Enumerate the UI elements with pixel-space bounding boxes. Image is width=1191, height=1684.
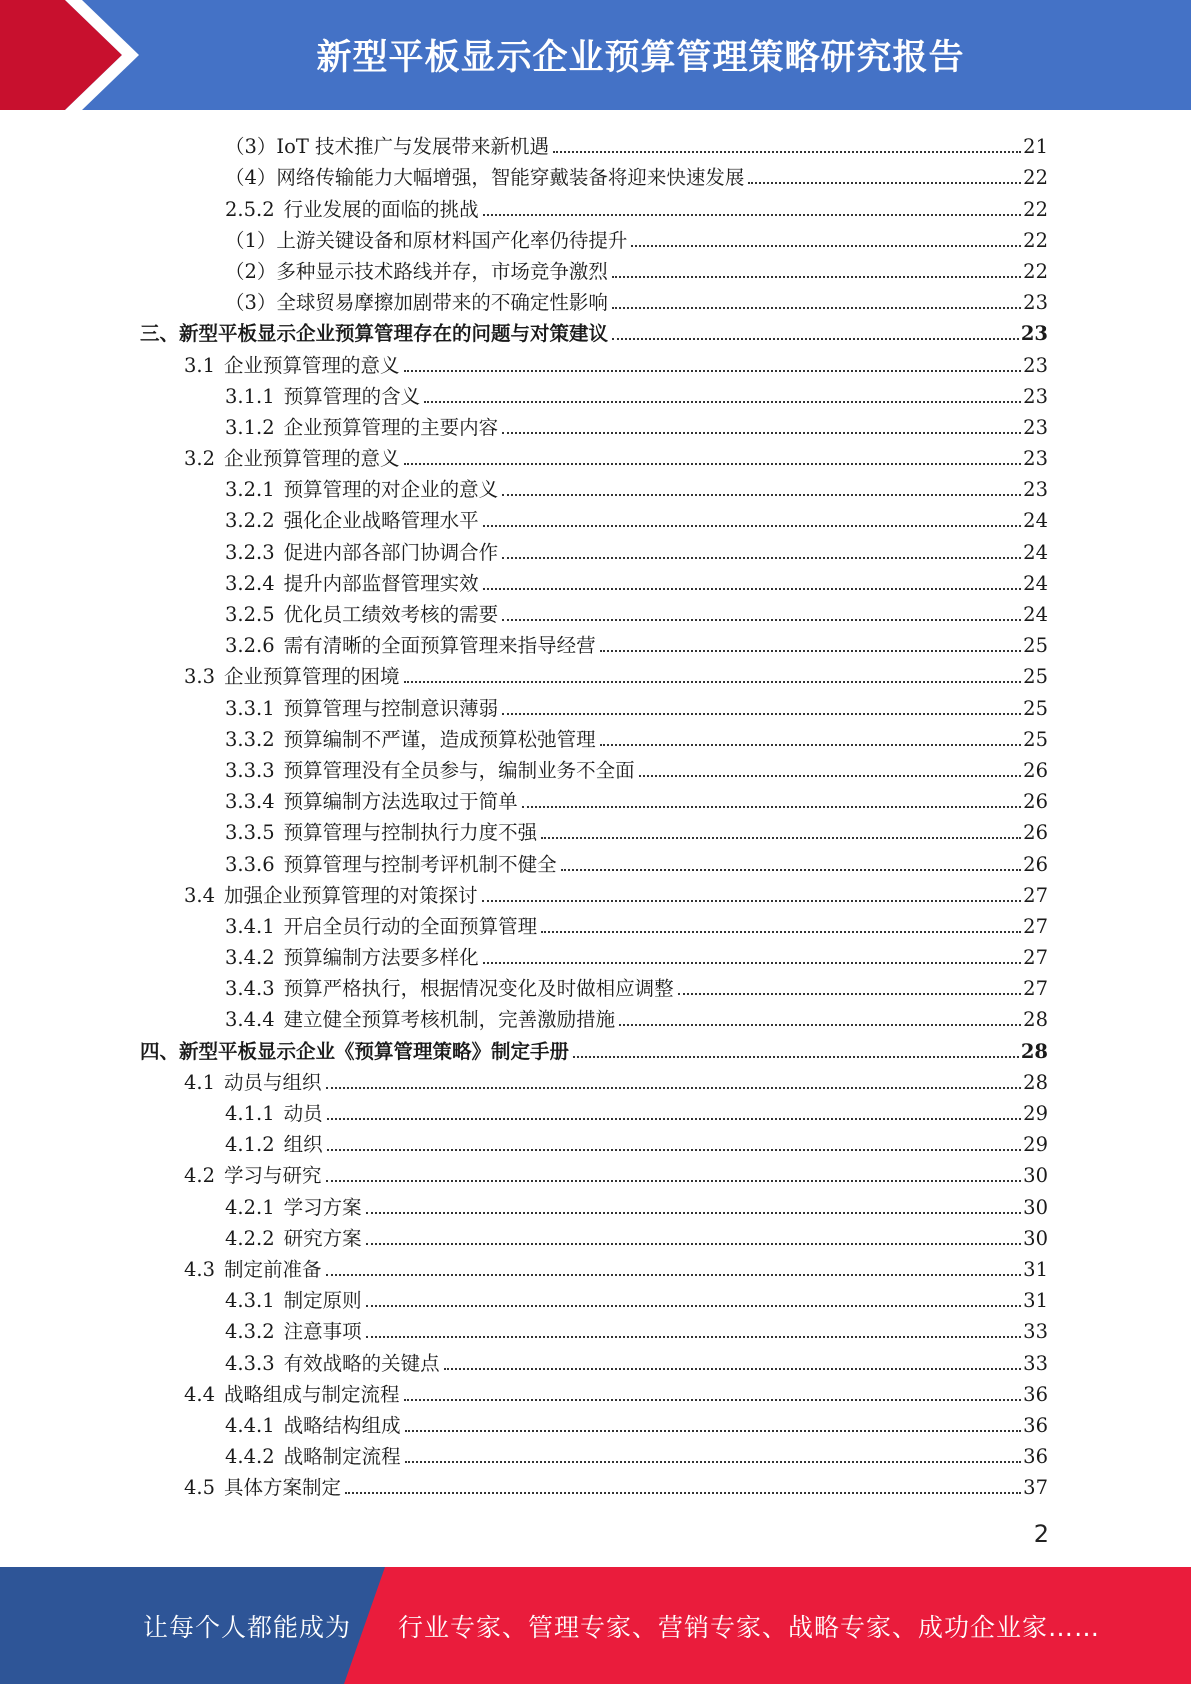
- toc-entry-number: 3.3.2: [225, 727, 275, 751]
- toc-entry-title: 研究方案: [283, 1226, 362, 1250]
- toc-entry-number: 3.4.3: [225, 977, 275, 1001]
- page-header: [0, 0, 1191, 110]
- toc-entry-page: 27: [1023, 977, 1048, 1001]
- toc-entry-number: 4.4.1: [225, 1413, 275, 1437]
- footer-slogan-right: 行业专家、管理专家、营销专家、战略专家、成功企业家……: [398, 1612, 1101, 1642]
- toc-entry[interactable]: [140, 128, 1048, 159]
- toc-entry-number: 3.2.5: [225, 603, 275, 626]
- toc-entry[interactable]: [140, 658, 1048, 689]
- toc-entry-title: 预算管理与控制考评机制不健全: [283, 852, 557, 876]
- toc-entry[interactable]: [140, 471, 1048, 502]
- toc-entry[interactable]: [140, 1188, 1048, 1219]
- toc-entry-title: 提升内部监督管理实效: [283, 571, 479, 595]
- toc-entry-number: 2.5.2: [225, 197, 275, 221]
- toc-entry-title: 预算管理没有全员参与，编制业务不全面: [283, 758, 635, 782]
- footer-slogan-left: 让每个人都能成为: [143, 1612, 352, 1642]
- toc-dot-leader: [404, 1399, 1022, 1401]
- toc-entry[interactable]: [140, 1407, 1048, 1438]
- toc-entry-page: 33: [1023, 1320, 1048, 1344]
- toc-entry-number: 3.1.2: [225, 415, 275, 439]
- toc-entry-title: （2）多种显示技术路线并存，市场竞争激烈: [225, 259, 608, 283]
- toc-entry-title: 预算编制方法选取过于简单: [283, 790, 518, 814]
- toc-entry[interactable]: [140, 1251, 1048, 1282]
- toc-entry-number: 4.3.2: [225, 1320, 275, 1344]
- toc-entry-title: 预算管理的对企业的意义: [283, 478, 499, 502]
- toc-dot-leader: [404, 370, 1022, 372]
- toc-dot-leader: [345, 1492, 1021, 1494]
- toc-entry[interactable]: [140, 877, 1048, 908]
- toc-entry-page: 24: [1023, 571, 1048, 595]
- toc-entry-title: 预算管理与控制意识薄弱: [283, 696, 499, 720]
- toc-entry-title: 四、新型平板显示企业《预算管理策略》制定手册: [140, 1039, 570, 1063]
- report-title: 新型平板显示企业预算管理策略研究报告: [316, 38, 965, 78]
- toc-dot-leader: [366, 1305, 1022, 1307]
- table-of-contents: [140, 128, 1048, 1500]
- toc-dot-leader: [612, 307, 1021, 309]
- toc-dot-leader: [631, 245, 1021, 247]
- toc-entry-title: 战略制定流程: [283, 1445, 401, 1469]
- toc-entry-title: 三、新型平板显示企业预算管理存在的问题与对策建议: [140, 322, 609, 346]
- toc-dot-leader: [327, 1118, 1022, 1120]
- toc-entry[interactable]: [140, 721, 1048, 752]
- toc-entry-number: 3.3.3: [225, 758, 275, 782]
- toc-entry[interactable]: [140, 284, 1048, 315]
- toc-entry-number: 4.2.1: [225, 1195, 275, 1219]
- toc-entry[interactable]: [140, 1344, 1048, 1375]
- toc-dot-leader: [612, 276, 1021, 278]
- toc-entry-number: 3.3.1: [225, 696, 275, 720]
- toc-entry[interactable]: [140, 1313, 1048, 1344]
- toc-entry-title: 预算管理与控制执行力度不强: [283, 821, 538, 845]
- toc-entry-page: 29: [1023, 1133, 1048, 1157]
- toc-entry[interactable]: [140, 1064, 1048, 1095]
- toc-entry-page: 25: [1023, 727, 1048, 751]
- toc-entry-page: 23: [1023, 353, 1048, 377]
- toc-entry-page: 23: [1023, 291, 1048, 315]
- toc-entry-page: 27: [1023, 946, 1048, 970]
- header-arrow-decoration: [0, 0, 160, 110]
- toc-entry-page: 27: [1023, 883, 1048, 907]
- toc-entry-number: 3.1: [184, 353, 216, 377]
- toc-entry-number: 4.3.3: [225, 1351, 275, 1375]
- toc-entry-title: （1）上游关键设备和原材料国产化率仍待提升: [225, 228, 628, 252]
- toc-dot-leader: [405, 1461, 1022, 1463]
- toc-entry-title: 预算严格执行，根据情况变化及时做相应调整: [283, 977, 674, 1001]
- toc-dot-leader: [619, 1024, 1021, 1026]
- toc-entry-page: 27: [1023, 914, 1048, 938]
- toc-entry-title: 企业预算管理的主要内容: [283, 415, 499, 439]
- page-number: 2: [1033, 1520, 1049, 1548]
- toc-dot-leader: [483, 214, 1022, 216]
- toc-entry-page: 28: [1023, 1070, 1048, 1094]
- toc-entry[interactable]: [140, 159, 1048, 190]
- toc-entry-title: 动员与组织: [224, 1070, 322, 1094]
- toc-entry-page: 22: [1023, 228, 1048, 252]
- toc-entry-page: 36: [1023, 1413, 1048, 1437]
- toc-entry-number: 4.1.1: [225, 1102, 275, 1125]
- toc-entry[interactable]: [140, 190, 1048, 221]
- toc-dot-leader: [366, 1336, 1022, 1338]
- toc-entry-number: 4.1.2: [225, 1133, 275, 1157]
- toc-entry-page: 22: [1023, 197, 1048, 221]
- toc-entry[interactable]: [140, 752, 1048, 783]
- toc-dot-leader: [444, 1368, 1022, 1370]
- toc-dot-leader: [502, 713, 1021, 715]
- toc-dot-leader: [483, 525, 1022, 527]
- toc-entry-number: 4.4: [184, 1382, 216, 1406]
- toc-entry[interactable]: [140, 346, 1048, 377]
- toc-dot-leader: [502, 432, 1021, 434]
- toc-entry[interactable]: [140, 533, 1048, 564]
- toc-entry-page: 28: [1023, 1008, 1048, 1032]
- toc-entry-title: 战略结构组成: [283, 1413, 401, 1437]
- toc-entry[interactable]: [140, 689, 1048, 720]
- toc-entry[interactable]: [140, 502, 1048, 533]
- toc-entry-page: 28: [1020, 1039, 1048, 1063]
- toc-entry-page: 31: [1023, 1257, 1048, 1281]
- toc-entry[interactable]: [140, 222, 1048, 253]
- toc-entry-title: 企业预算管理的困境: [224, 665, 400, 689]
- toc-entry-number: 3.3.4: [225, 790, 275, 814]
- toc-entry-page: 26: [1023, 821, 1048, 845]
- toc-entry-title: 战略组成与制定流程: [224, 1382, 400, 1406]
- toc-entry[interactable]: [140, 1438, 1048, 1469]
- toc-entry-page: 26: [1023, 758, 1048, 782]
- toc-dot-leader: [483, 588, 1022, 590]
- toc-entry-title: 需有清晰的全面预算管理来指导经营: [283, 634, 596, 658]
- toc-entry[interactable]: [140, 1282, 1048, 1313]
- toc-entry-title: 学习方案: [283, 1195, 362, 1219]
- toc-entry-page: 24: [1023, 540, 1048, 564]
- toc-entry-title: 制定前准备: [224, 1257, 322, 1281]
- toc-entry[interactable]: [140, 627, 1048, 658]
- toc-dot-leader: [366, 1243, 1022, 1245]
- toc-entry-title: 行业发展的面临的挑战: [283, 197, 479, 221]
- toc-entry-title: 具体方案制定: [224, 1476, 342, 1500]
- toc-entry[interactable]: [140, 1220, 1048, 1251]
- toc-entry-title: 优化员工绩效考核的需要: [283, 603, 499, 626]
- toc-entry-number: 3.4.4: [225, 1008, 275, 1032]
- toc-dot-leader: [639, 775, 1022, 777]
- toc-entry[interactable]: [140, 596, 1048, 627]
- toc-dot-leader: [748, 182, 1021, 184]
- toc-entry-number: 4.1: [184, 1070, 216, 1094]
- page-footer: [0, 1567, 1191, 1684]
- toc-entry-title: 企业预算管理的意义: [224, 353, 400, 377]
- toc-entry-number: 3.4.2: [225, 946, 275, 970]
- toc-entry[interactable]: [140, 814, 1048, 845]
- toc-entry[interactable]: [140, 1032, 1048, 1063]
- toc-entry-page: 26: [1023, 852, 1048, 876]
- toc-entry-title: （3）全球贸易摩擦加剧带来的不确定性影响: [225, 291, 608, 315]
- toc-entry-title: 促进内部各部门协调合作: [283, 540, 499, 564]
- toc-entry-title: 学习与研究: [224, 1164, 322, 1188]
- toc-dot-leader: [326, 1180, 1022, 1182]
- toc-entry-title: （3）IoT 技术推广与发展带来新机遇: [225, 135, 550, 159]
- toc-entry-page: 22: [1023, 166, 1048, 190]
- toc-entry[interactable]: [140, 1376, 1048, 1407]
- toc-entry-number: 3.4: [184, 883, 216, 907]
- toc-entry-page: 30: [1023, 1195, 1048, 1219]
- toc-dot-leader: [612, 338, 1019, 340]
- toc-entry-page: 23: [1020, 322, 1048, 346]
- toc-entry[interactable]: [140, 1126, 1048, 1157]
- toc-entry[interactable]: [140, 845, 1048, 876]
- toc-entry-page: 31: [1023, 1289, 1048, 1313]
- toc-dot-leader: [404, 681, 1022, 683]
- toc-entry-number: 4.3.1: [225, 1289, 275, 1313]
- toc-entry[interactable]: [140, 939, 1048, 970]
- toc-entry-page: 23: [1023, 415, 1048, 439]
- toc-entry-number: 4.2.2: [225, 1226, 275, 1250]
- toc-entry[interactable]: [140, 1095, 1048, 1126]
- toc-entry[interactable]: [140, 1001, 1048, 1032]
- toc-entry-title: 加强企业预算管理的对策探讨: [224, 883, 478, 907]
- toc-dot-leader: [424, 401, 1021, 403]
- toc-entry[interactable]: [140, 253, 1048, 284]
- toc-dot-leader: [541, 837, 1021, 839]
- toc-entry-page: 36: [1023, 1445, 1048, 1469]
- toc-entry-number: 3.3: [184, 665, 216, 689]
- toc-entry[interactable]: [140, 970, 1048, 1001]
- toc-entry-number: 3.1.1: [225, 384, 275, 408]
- toc-entry-number: 3.3.6: [225, 852, 275, 876]
- toc-dot-leader: [678, 993, 1022, 995]
- toc-dot-leader: [573, 1056, 1019, 1058]
- toc-entry-page: 30: [1023, 1226, 1048, 1250]
- toc-dot-leader: [600, 650, 1022, 652]
- toc-entry[interactable]: [140, 1157, 1048, 1188]
- toc-entry-number: 3.2.1: [225, 478, 275, 502]
- toc-entry-number: 4.2: [184, 1164, 216, 1188]
- toc-entry[interactable]: [140, 783, 1048, 814]
- toc-entry[interactable]: [140, 908, 1048, 939]
- toc-entry-page: 25: [1023, 696, 1048, 720]
- toc-entry-page: 29: [1023, 1102, 1048, 1125]
- toc-entry-title: 动员: [283, 1102, 323, 1125]
- toc-dot-leader: [326, 1274, 1022, 1276]
- toc-dot-leader: [541, 931, 1021, 933]
- toc-dot-leader: [327, 1149, 1022, 1151]
- toc-dot-leader: [561, 869, 1022, 871]
- toc-entry-title: 有效战略的关键点: [283, 1351, 440, 1375]
- toc-entry[interactable]: [140, 440, 1048, 471]
- toc-dot-leader: [502, 557, 1021, 559]
- toc-entry-title: 企业预算管理的意义: [224, 447, 400, 471]
- toc-entry-title: 强化企业战略管理水平: [283, 509, 479, 533]
- toc-entry-number: 3.4.1: [225, 914, 275, 938]
- toc-dot-leader: [482, 900, 1022, 902]
- toc-entry-number: 4.5: [184, 1476, 216, 1500]
- toc-entry-page: 25: [1023, 634, 1048, 658]
- toc-entry-number: 3.2.4: [225, 571, 275, 595]
- toc-entry-page: 22: [1023, 259, 1048, 283]
- toc-entry-title: 建立健全预算考核机制，完善激励措施: [283, 1008, 616, 1032]
- toc-entry-title: （4）网络传输能力大幅增强，智能穿戴装备将迎来快速发展: [225, 166, 745, 190]
- toc-entry-page: 30: [1023, 1164, 1048, 1188]
- toc-entry-title: 开启全员行动的全面预算管理: [283, 914, 538, 938]
- toc-entry-number: 4.3: [184, 1257, 216, 1281]
- toc-entry-number: 4.4.2: [225, 1445, 275, 1469]
- toc-dot-leader: [600, 744, 1022, 746]
- toc-entry-number: 3.3.5: [225, 821, 275, 845]
- toc-entry-page: 25: [1023, 665, 1048, 689]
- toc-dot-leader: [553, 151, 1021, 153]
- toc-dot-leader: [404, 463, 1022, 465]
- toc-entry[interactable]: [140, 565, 1048, 596]
- toc-entry-title: 组织: [283, 1133, 323, 1157]
- toc-entry-page: 24: [1023, 603, 1048, 626]
- toc-dot-leader: [522, 806, 1022, 808]
- toc-dot-leader: [326, 1087, 1022, 1089]
- toc-entry-page: 37: [1023, 1476, 1048, 1500]
- toc-entry-page: 21: [1023, 135, 1048, 159]
- toc-entry-title: 注意事项: [283, 1320, 362, 1344]
- toc-entry[interactable]: [140, 315, 1048, 346]
- toc-entry[interactable]: [140, 378, 1048, 409]
- toc-entry[interactable]: [140, 1469, 1048, 1500]
- toc-dot-leader: [502, 494, 1021, 496]
- toc-dot-leader: [483, 962, 1022, 964]
- toc-entry-number: 3.2: [184, 447, 216, 471]
- toc-entry-page: 26: [1023, 790, 1048, 814]
- toc-entry-title: 制定原则: [283, 1289, 362, 1313]
- toc-entry-number: 3.2.6: [225, 634, 275, 658]
- toc-entry-number: 3.2.2: [225, 509, 275, 533]
- toc-entry-number: 3.2.3: [225, 540, 275, 564]
- toc-entry-page: 33: [1023, 1351, 1048, 1375]
- toc-entry-page: 23: [1023, 447, 1048, 471]
- toc-entry-page: 36: [1023, 1382, 1048, 1406]
- toc-entry[interactable]: [140, 409, 1048, 440]
- toc-dot-leader: [366, 1212, 1022, 1214]
- toc-entry-title: 预算编制不严谨，造成预算松弛管理: [283, 727, 596, 751]
- toc-dot-leader: [502, 619, 1021, 621]
- toc-entry-page: 23: [1023, 384, 1048, 408]
- toc-entry-title: 预算编制方法要多样化: [283, 946, 479, 970]
- toc-entry-page: 23: [1023, 478, 1048, 502]
- toc-dot-leader: [405, 1430, 1022, 1432]
- toc-entry-page: 24: [1023, 509, 1048, 533]
- toc-entry-title: 预算管理的含义: [283, 384, 421, 408]
